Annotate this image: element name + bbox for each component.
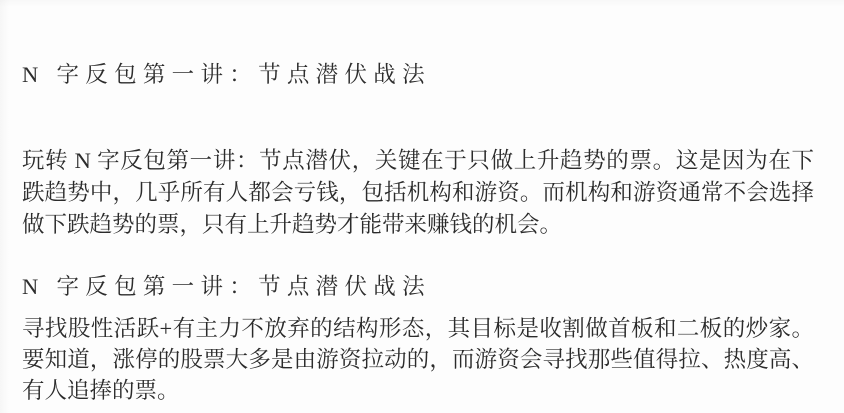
paragraph-uptrend-line-1: 玩转 N 字反包第一讲：节点潜伏，关键在于只做上升趋势的票。这是因为在下	[22, 148, 814, 173]
paragraph-structure-line-3: 有人追捧的票。	[22, 378, 180, 403]
paragraph-uptrend-only	[22, 145, 814, 241]
paragraph-structure-pattern	[22, 313, 814, 406]
paragraph-structure-line-2: 要知道，涨停的股票大多是由游资拉动的，而游资会寻找那些值得拉、热度高、	[22, 347, 814, 372]
heading-n-reversal-lecture1-top: N 字反包第一讲：节点潜伏战法	[22, 62, 431, 87]
paragraph-structure-line-1: 寻找股性活跃+有主力不放弃的结构形态，其目标是收割做首板和二板的炒家。	[22, 316, 814, 341]
paragraph-uptrend-line-3: 做下跌趋势的票，只有上升趋势才能带来赚钱的机会。	[22, 212, 563, 237]
heading-n-reversal-lecture1-mid: N 字反包第一讲：节点潜伏战法	[22, 274, 431, 299]
paragraph-uptrend-line-2: 跌趋势中，几乎所有人都会亏钱，包括机构和游资。而机构和游资通常不会选择	[22, 180, 814, 205]
